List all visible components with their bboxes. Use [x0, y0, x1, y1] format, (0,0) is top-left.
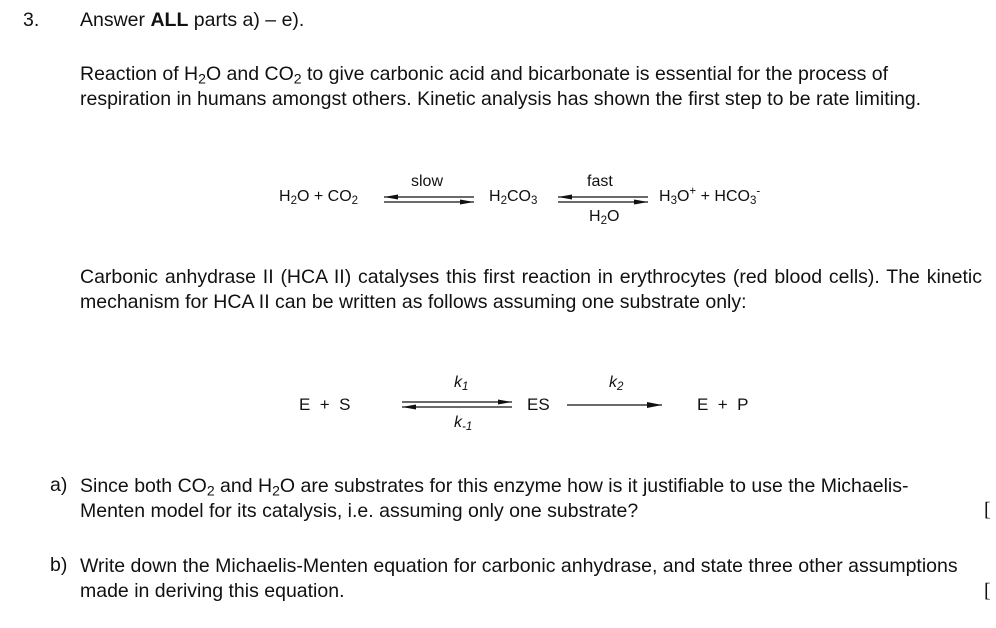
mechanism-right: E + P: [697, 395, 749, 414]
enzyme-paragraph: Carbonic anhydrase II (HCA II) catalyses this first reaction in erythrocytes (red blood cells). The kinetic mechanism for HCA II can be written as follows assuming one substrate only:: [80, 266, 982, 313]
reaction-reactants: $H_2O + CO_2$: [279, 188, 359, 207]
intro-paragraph: [80, 62, 960, 112]
instruction-emphasis: ALL: [150, 9, 189, 31]
rate-constant-k1: $k_1$: [454, 374, 469, 393]
reaction-intermediate: $H_2CO_3$: [489, 188, 538, 207]
part-a-label: a): [50, 474, 68, 496]
instruction-prefix: Answer: [80, 9, 151, 31]
rate-constant-k2: $k_2$: [609, 374, 624, 393]
intro-sub-1: 2: [198, 70, 206, 87]
part-b-marks-bracket: [: [984, 580, 991, 602]
slow-label: slow: [411, 173, 444, 190]
forward-arrow-catalysis: [567, 401, 667, 411]
equilibrium-arrow-fast: [558, 194, 658, 206]
part-a-text: Since both $CO_2$ and $H_2O$ are substrates for this enzyme how is it justifiable to use the Michaelis-Menten model for its catalysis, i.e. assuming only one substrate?: [80, 475, 909, 522]
instruction-suffix: parts a) – e).: [188, 9, 305, 31]
part-b-label: b): [50, 554, 68, 576]
intro-text-1: Reaction of H: [80, 63, 199, 85]
intro-text-3: to give carbonic acid and bicarbonate is essential for the process of respiration in humans amongst others. Kinetic analysis has shown the first step to be rate limiting.: [80, 63, 922, 110]
fast-label: fast: [587, 173, 613, 190]
part-b-text: Write down the Michaelis-Menten equation for carbonic anhydrase, and state three other assumptions made in deriving this equation.: [80, 555, 958, 602]
rate-constant-k-1: $k_{-1}$: [454, 414, 473, 433]
question-number: 3.: [23, 9, 40, 31]
equilibrium-arrow-slow: [384, 194, 484, 206]
intro-text-2: O and CO: [205, 63, 294, 85]
mechanism-left: E + S: [299, 395, 351, 414]
instruction: [80, 9, 304, 32]
equilibrium-arrow-binding: [402, 399, 522, 411]
part-a-marks-bracket: [: [984, 499, 991, 521]
below-fast-water: $H_2O$: [589, 208, 620, 227]
reaction-products: $H_3O^+ + HCO_3^-$: [659, 185, 761, 207]
intro-sub-2: 2: [293, 70, 302, 87]
mechanism-middle: ES: [527, 395, 550, 414]
